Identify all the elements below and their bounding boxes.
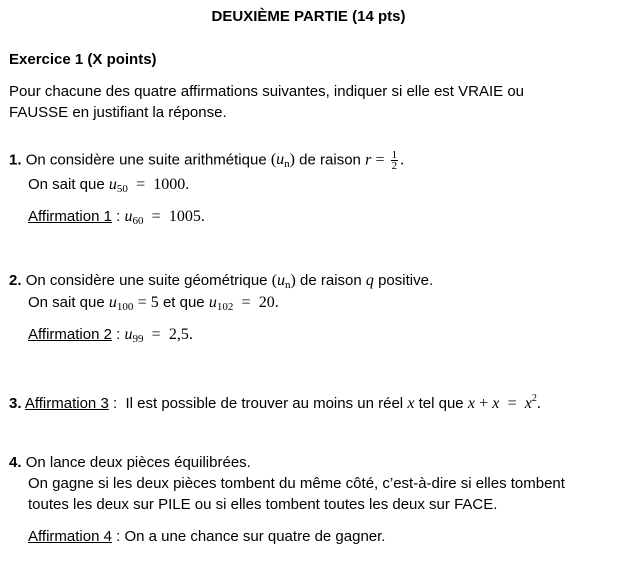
question-2-statement: 2. On considère une suite géométrique $(u_n)$ de raison q positive. <box>9 272 434 291</box>
exercise-title: Exercice 1 (X points) <box>9 51 157 68</box>
question-2-given: On sait que $u_{100} = 5$ et que $u_{102} = 20$. <box>28 294 279 313</box>
question-2-number: 2. <box>9 272 22 289</box>
question-1-number: 1. <box>9 151 22 169</box>
question-1-text: On considère une suite arithmétique <box>25 151 267 169</box>
exercise-intro-line2: FAUSSE en justifiant la réponse. <box>9 104 227 121</box>
question-1-fraction: $\frac{1}{2}$ <box>391 149 398 172</box>
affirmation-3-label: Affirmation 3 <box>24 395 109 412</box>
exercise-intro-line1: Pour chacune des quatre affirmations suivantes, indiquer si elle est VRAIE ou <box>9 83 525 100</box>
question-4-number: 4. <box>9 454 22 471</box>
affirmation-1: Affirmation 1 : $u_{60} = 1005$. <box>28 208 205 227</box>
question-3-number: 3. <box>9 395 22 412</box>
affirmation-1-label: Affirmation 1 <box>28 208 112 225</box>
question-4-line2: On gagne si les deux pièces tombent du même côté, c’est-à-dire si elles tombent <box>28 475 565 492</box>
affirmation-4: Affirmation 4 : On a une chance sur quatre de gagner. <box>28 528 386 545</box>
question-1-statement: 1. On considère une suite arithmétique $(u_n)$ de raison r = $\frac{1}{2}$ . <box>9 149 405 172</box>
page-title: DEUXIÈME PARTIE (14 pts) <box>211 8 406 25</box>
question-4-line1: 4. On lance deux pièces équilibrées. <box>9 454 251 471</box>
question-3-statement: 3. Affirmation 3 : Il est possible de trouver au moins un réel x tel que $x + x = x^2$. <box>9 393 541 412</box>
affirmation-2: Affirmation 2 : $u_{99} = 2,5$. <box>28 326 193 345</box>
affirmation-2-label: Affirmation 2 <box>28 326 112 343</box>
affirmation-4-label: Affirmation 4 <box>28 528 112 545</box>
question-1-text-b: de raison <box>299 151 361 169</box>
question-1-given: On sait que $u_{50} = 1000$. <box>28 176 190 195</box>
question-4-line3: toutes les deux sur PILE ou si elles tombent toutes les deux sur FACE. <box>28 496 498 513</box>
